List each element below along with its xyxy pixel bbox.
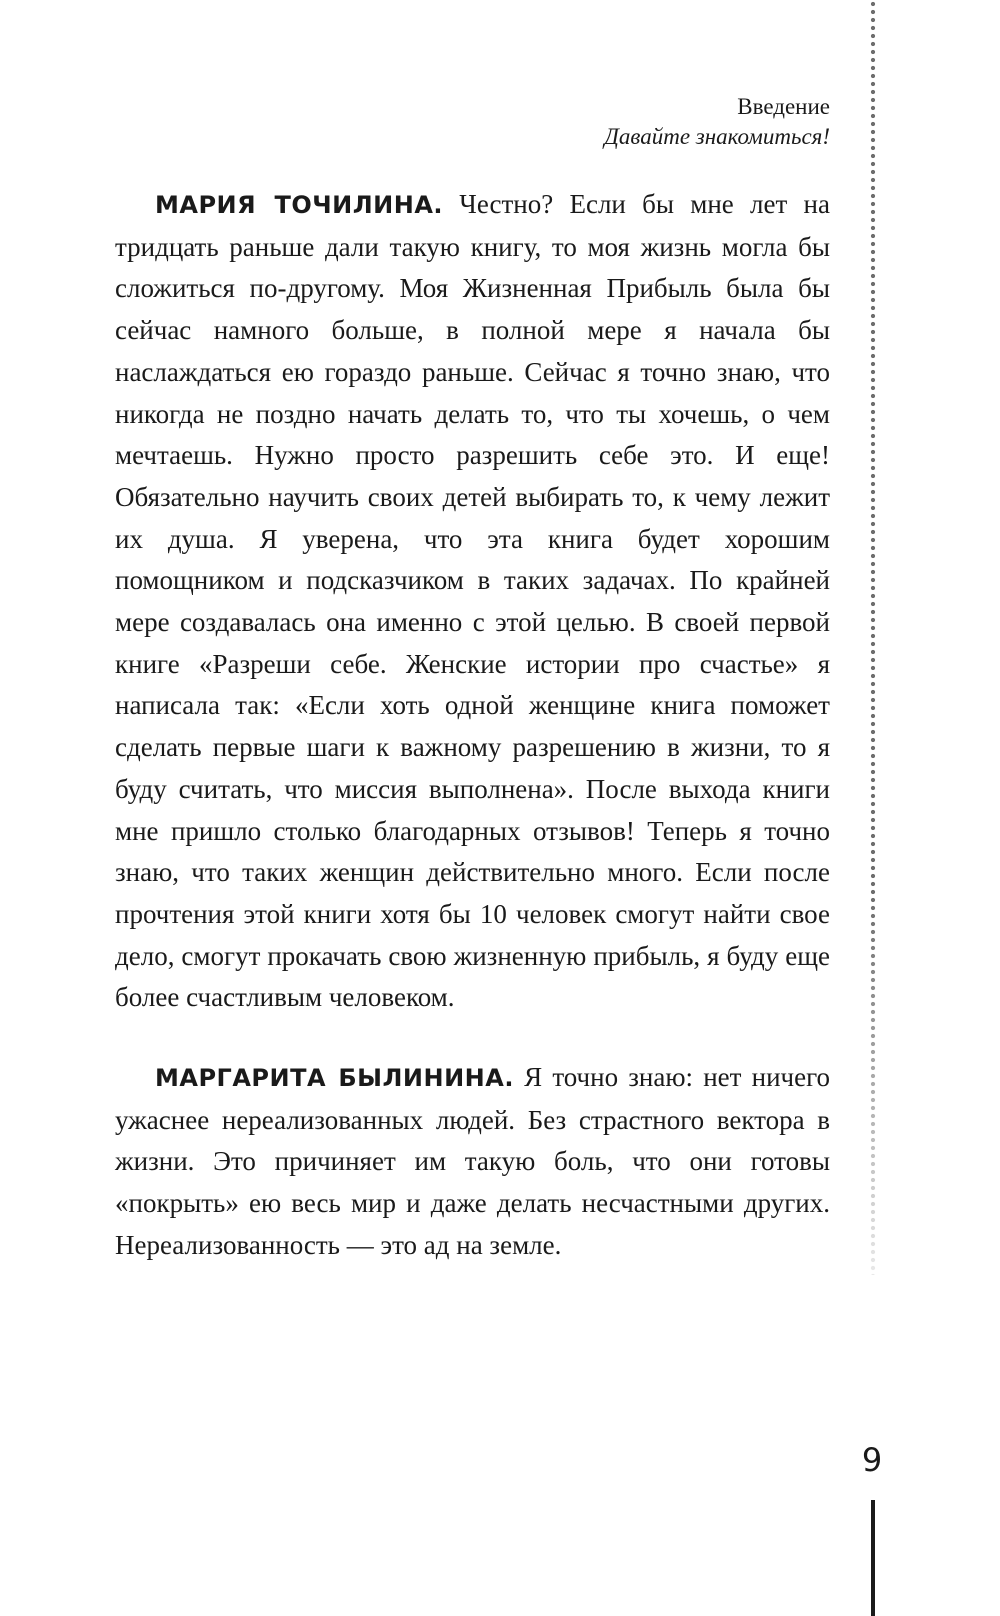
running-header — [604, 92, 830, 152]
page-number-bar — [871, 1500, 875, 1616]
speaker-name: МАРИЯ ТОЧИЛИНА. — [155, 191, 444, 219]
paragraph-tochilina — [115, 184, 830, 1019]
paragraph-text: Честно? Если бы мне лет на тридцать раньше дали такую книгу, то моя жизнь могла бы сложиться по-другому. Моя Жизненная Прибыль была бы сейчас намного больше, в полной мере я начала бы наслаждаться ею гораздо раньше. Сейчас я точно знаю, что никогда не поздно начать делать то, что ты хочешь, о чем мечтаешь. Нужно просто разрешить себе это. И еще! Обязательно научить своих детей выбирать то, к чему лежит их душа. Я уверена, что эта книга будет хорошим помощником и подсказчиком в таких задачах. По крайней мере создавалась она именно с этой целью. В своей первой книге «Разреши себе. Женские истории про счастье» я написала так: «Если хоть одной женщине книга поможет сделать первые шаги к важному разрешению в жизни, то я буду считать, что миссия выполнена». После выхода книги мне пришло столько благодарных отзывов! Теперь я точно знаю, что таких женщин действительно много. Если после прочтения этой книги хотя бы 10 человек смогут найти свое дело, смогут прокачать свою жизненную прибыль, я буду еще более счастливым человеком. — [115, 189, 830, 1013]
dotted-margin-line — [868, 0, 878, 1275]
page-number: 9 — [861, 1441, 883, 1479]
paragraph-text: Я точно знаю: нет ничего ужаснее нереализованных людей. Без страстного вектора в жизни. Это причиняет им такую боль, что они готовы «покрыть» ею весь мир и даже делать несчастными других. Нереализованность — это ад на земле. — [115, 1062, 830, 1260]
chapter-title: Введение — [737, 94, 830, 119]
chapter-subtitle: Давайте знакомиться! — [604, 124, 830, 149]
paragraph-bylinina — [115, 1057, 830, 1267]
page-body — [115, 184, 830, 1267]
speaker-name: МАРГАРИТА БЫЛИНИНА. — [155, 1064, 514, 1093]
